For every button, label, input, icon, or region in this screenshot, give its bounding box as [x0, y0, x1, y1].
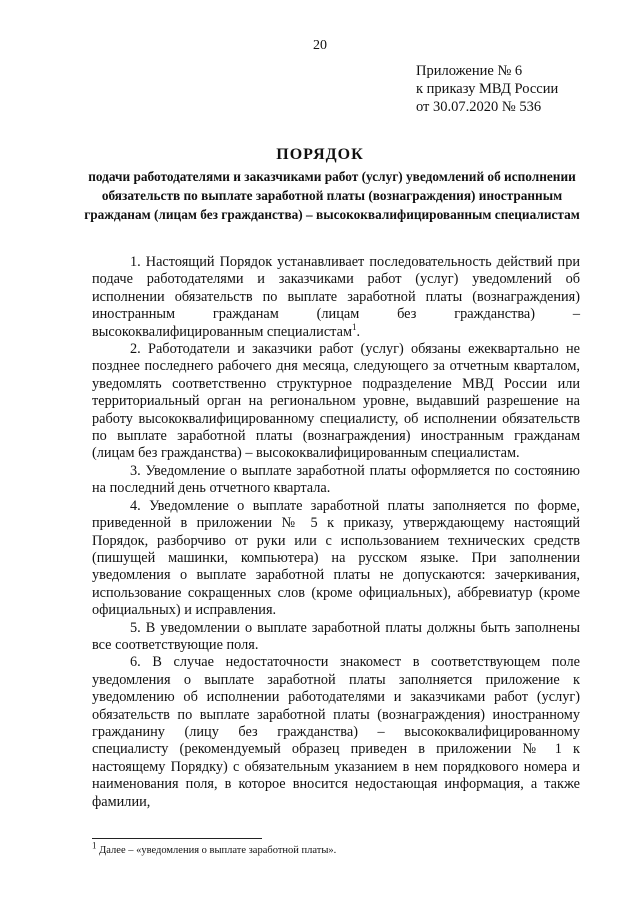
appendix-line-3: от 30.07.2020 № 536: [416, 99, 542, 115]
paragraph-4: 4. Уведомление о выплате заработной платы заполняется по форме, приведенной в приложении № 5 к приказу, утверждающему настоящий Порядок, разборчиво от руки или с использованием технических средств (пишущей машинки, компьютера) на русском языке. При заполнении уведомления о выплате заработной платы не допускаются: зачеркивания, использование сокращенных слов (кроме официальных), аббревиатур (кроме официальных) и исправления.: [92, 497, 580, 619]
paragraph-1-end: .: [356, 323, 361, 340]
paragraph-6: 6. В случае недостаточности знакомест в соответствующем поле уведомления о выплате заработной платы заполняется приложение к уведомлению об исполнении работодателями и заказчиками работ (услуг) обязательств по выплате заработной платы (вознаграждения) иностранному гражданину (лицу без гражданства) – высококвалифицированному специалисту (рекомендуемый образец приведен в приложении № 1 к настоящему Порядку) с обязательным указанием в нем порядкового номера и наименования поля, в которое вносится недостающая информация, а также фамилии,: [92, 654, 580, 810]
document-body: [92, 254, 580, 811]
paragraph-1-text: 1. Настоящий Порядок устанавливает последовательность действий при подаче работодателями и заказчиками работ (услуг) уведомлений об исполнении обязательств по выплате заработной платы (вознаграждения) иностранным гражданам (лицам без гражданства) – высококвалифицированным специалистам: [92, 254, 580, 340]
footnote-text: Далее – «уведомления о выплате заработной платы».: [96, 845, 337, 856]
page-number: 20: [313, 38, 327, 53]
footnote-divider: [92, 838, 262, 839]
appendix-line-2: к приказу МВД России: [416, 81, 559, 97]
paragraph-3: 3. Уведомление о выплате заработной платы оформляется по состоянию на последний день отчетного квартала.: [92, 462, 580, 497]
document-title: ПОРЯДОК: [276, 146, 364, 163]
paragraph-2: 2. Работодатели и заказчики работ (услуг) обязаны ежеквартально не позднее последнего рабочего дня месяца, следующего за отчетным кварталом, уведомлять соответственно структурное подразделение МВД России или территориальный орган на региональном уровне, выдавший разрешение на работу высококвалифицированному специалисту, об исполнении обязательств по выплате заработной платы (вознаграждения) иностранным гражданам (лицам без гражданства) – высококвалифицированным специалистам.: [92, 341, 580, 462]
appendix-header: [416, 62, 558, 116]
footnote-mark: 1: [92, 840, 97, 851]
document-subtitle: подачи работодателями и заказчиками работ (услуг) уведомлений об исполнении обязательств по выплате заработной платы (вознаграждения) иностранным гражданам (лицам без гражданства) – высококвалифицированным специалистам: [84, 169, 580, 222]
paragraph-5: 5. В уведомлении о выплате заработной платы должны быть заполнены все соответствующие поля.: [92, 619, 580, 653]
footnote-ref: 1: [352, 321, 357, 332]
appendix-line-1: Приложение № 6: [416, 63, 523, 79]
footnote: [92, 840, 580, 856]
paragraph-1: [92, 254, 580, 341]
